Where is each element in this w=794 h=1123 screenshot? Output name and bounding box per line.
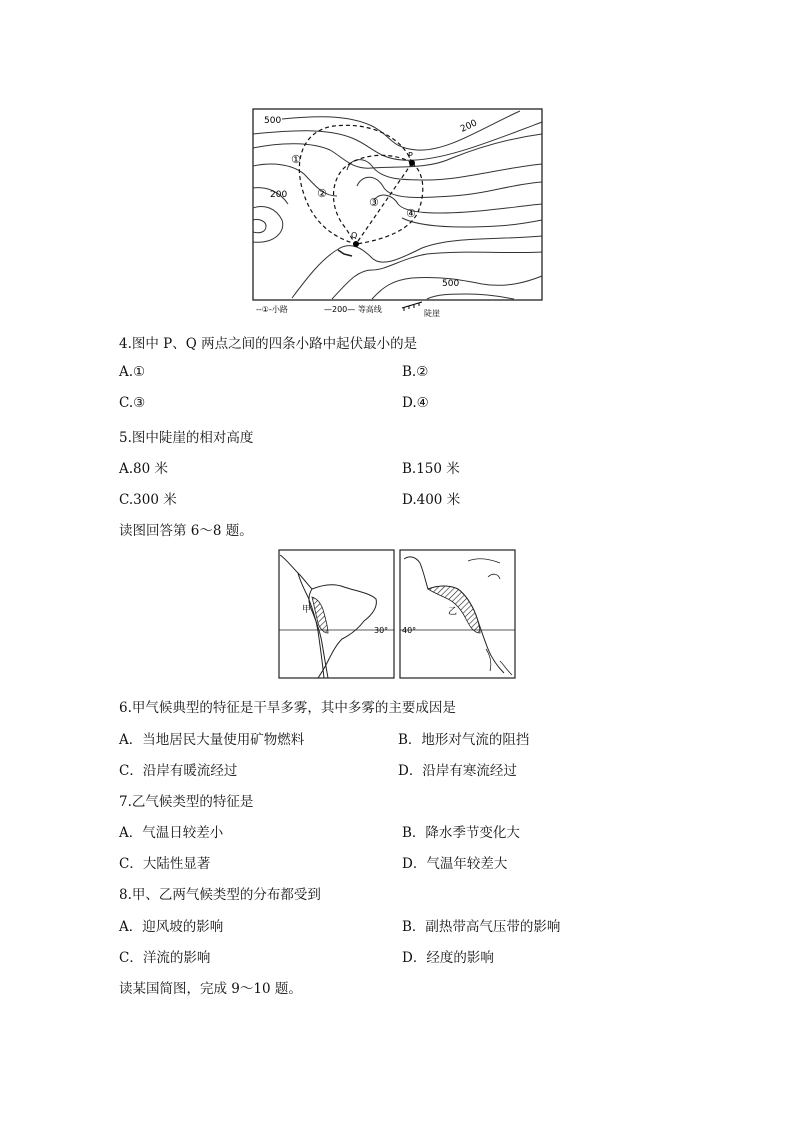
route-1-label: ① — [291, 153, 301, 166]
question-5-option-d: D.400 米 — [402, 492, 461, 508]
legend-path: --①-小路 — [256, 305, 288, 314]
climate-maps-figure — [278, 549, 518, 681]
question-6-option-b: B．地形对气流的阻挡 — [398, 732, 530, 748]
contour-label-500-top: 500 — [264, 116, 282, 126]
route-4-label: ④ — [406, 207, 416, 220]
map-frame — [253, 109, 542, 300]
contour-label-200-left: 200 — [270, 190, 288, 200]
question-6-option-a: A．当地居民大量使用矿物燃料 — [119, 732, 305, 748]
question-6-option-c: C．沿岸有暖流经过 — [119, 763, 238, 779]
intro-questions-6-8: 读图回答第 6～8 题。 — [119, 523, 253, 539]
point-q-marker — [353, 241, 359, 247]
question-5-stem: 5.图中陡崖的相对高度 — [119, 430, 254, 446]
label-yi: 乙 — [448, 607, 458, 617]
intro-questions-9-10: 读某国简图，完成 9～10 题。 — [119, 981, 302, 997]
question-6-stem: 6.甲气候典型的特征是干旱多雾，其中多雾的主要成因是 — [119, 700, 456, 716]
legend-contour: —200— 等高线 — [324, 305, 382, 314]
question-8-option-c: C．洋流的影响 — [119, 950, 211, 966]
label-40-degrees: 40° — [402, 626, 417, 635]
label-jia: 甲 — [302, 605, 312, 615]
question-5-option-a: A.80 米 — [119, 461, 169, 477]
question-8-stem: 8.甲、乙两气候类型的分布都受到 — [119, 887, 321, 903]
map-south-america-frame — [279, 550, 394, 678]
question-5-option-c: C.300 米 — [119, 492, 177, 508]
contour-label-200-right: 200 — [459, 118, 479, 135]
question-7-option-d: D．气温年较差大 — [402, 856, 508, 872]
legend-cliff: 陡崖 — [424, 309, 440, 318]
route-3-label: ③ — [369, 196, 379, 209]
point-p-label: P — [408, 151, 413, 160]
contour-map-figure — [252, 108, 544, 320]
route-2-label: ② — [317, 187, 327, 200]
question-4-option-d: D.④ — [402, 395, 429, 411]
map-north-america-frame — [400, 550, 515, 678]
question-4-option-a: A.① — [119, 364, 146, 380]
legend-cliff-symbol — [402, 302, 422, 311]
question-4-stem: 4.图中 P、Q 两点之间的四条小路中起伏最小的是 — [119, 336, 418, 352]
point-p-marker — [409, 160, 415, 166]
question-7-stem: 7.乙气候类型的特征是 — [119, 794, 254, 810]
question-5-option-b: B.150 米 — [402, 461, 460, 477]
question-7-option-b: B．降水季节变化大 — [402, 825, 520, 841]
question-4-option-c: C.③ — [119, 395, 146, 411]
question-8-option-b: B．副热带高气压带的影响 — [402, 919, 561, 935]
point-q-label: Q — [351, 231, 358, 240]
contour-label-500-bottom: 500 — [442, 279, 460, 289]
question-8-option-d: D．经度的影响 — [402, 950, 494, 966]
question-8-option-a: A．迎风坡的影响 — [119, 919, 224, 935]
question-7-option-c: C．大陆性显著 — [119, 856, 211, 872]
question-7-option-a: A．气温日较差小 — [119, 825, 224, 841]
question-4-option-b: B.② — [402, 364, 429, 380]
label-30-degrees: 30° — [374, 626, 389, 635]
question-6-option-d: D．沿岸有寒流经过 — [398, 763, 517, 779]
